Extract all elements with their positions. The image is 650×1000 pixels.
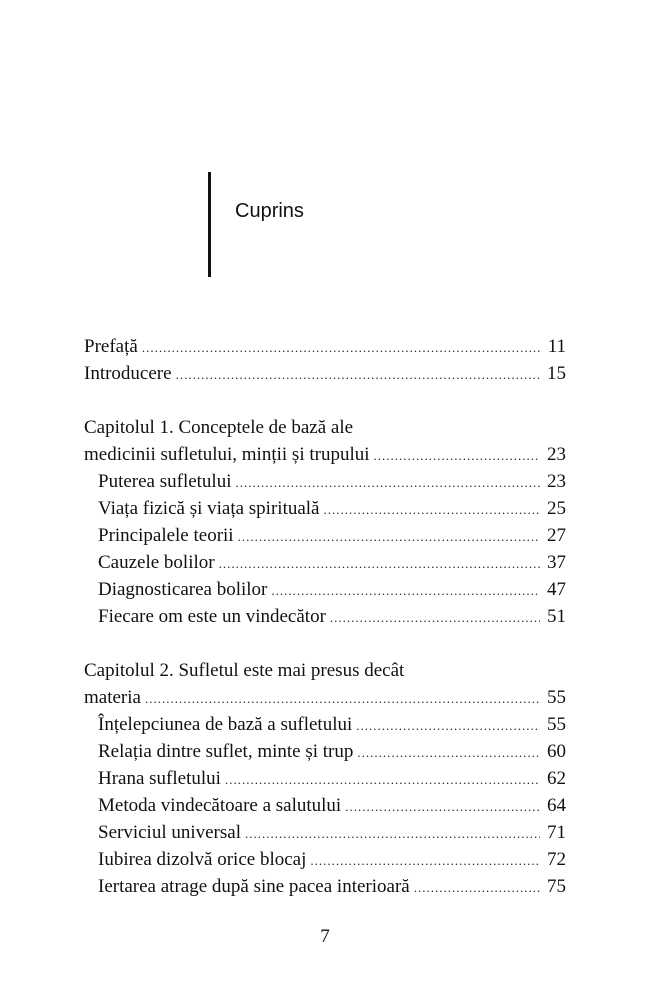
toc-subentry-page: 71	[547, 822, 566, 843]
toc-subentry	[84, 522, 566, 549]
dot-leader	[271, 577, 540, 604]
chapter2-heading-page: 55	[547, 687, 566, 708]
toc-subentry-page: 62	[547, 768, 566, 789]
toc-entry-page: 11	[547, 336, 566, 357]
toc-subentry	[84, 603, 566, 630]
toc-subentry-label: Hrana sufletului	[98, 768, 221, 789]
toc-subentry	[84, 468, 566, 495]
chapter1-heading-line1: Capitolul 1. Conceptele de bază ale	[84, 417, 354, 438]
toc-subentry-page: 60	[547, 741, 566, 762]
toc-subentry-label: Viața fizică și viața spirituală	[98, 498, 320, 519]
toc-subentry-label: Puterea sufletului	[98, 471, 232, 492]
toc-subentry	[84, 873, 566, 900]
page-title: Cuprins	[235, 200, 304, 222]
chapter1-heading-page: 23	[547, 444, 566, 465]
dot-leader	[219, 550, 540, 577]
toc-subentry-page: 23	[547, 471, 566, 492]
dot-leader	[310, 847, 540, 874]
dot-leader	[324, 496, 541, 523]
toc-subentry-page: 75	[547, 876, 566, 897]
toc-subentry-label: Principalele teorii	[98, 525, 234, 546]
toc-subentry-page: 37	[547, 552, 566, 573]
toc-subentry-label: Relația dintre suflet, minte și trup	[98, 741, 354, 762]
dot-leader	[245, 820, 540, 847]
dot-leader	[176, 361, 540, 388]
title-vertical-rule	[208, 172, 211, 277]
toc-subentry-label: Diagnosticarea bolilor	[98, 579, 268, 600]
dot-leader	[345, 793, 540, 820]
toc-subentry-label: Serviciul universal	[98, 822, 241, 843]
toc-subentry-label: Cauzele bolilor	[98, 552, 215, 573]
dot-leader	[225, 766, 540, 793]
toc-subentry-label: Iubirea dizolvă orice blocaj	[98, 849, 307, 870]
dot-leader	[330, 604, 540, 631]
dot-leader	[414, 874, 540, 901]
dot-leader	[238, 523, 540, 550]
toc-subentry	[84, 549, 566, 576]
toc-subentry-label: Înțelepciunea de bază a sufletului	[98, 714, 353, 735]
toc-subentry	[84, 792, 566, 819]
toc-subentry-page: 72	[547, 849, 566, 870]
chapter1-heading-line2: medicinii sufletului, minții și trupului	[84, 444, 370, 465]
chapter2-heading-line1: Capitolul 2. Sufletul este mai presus decât	[84, 660, 405, 681]
toc-entry-label: Introducere	[84, 363, 172, 384]
toc-subentry-label: Metoda vindecătoare a salutului	[98, 795, 342, 816]
chapter2-heading-line2: materia	[84, 687, 141, 708]
toc-subentry	[84, 846, 566, 873]
toc-subentry	[84, 738, 566, 765]
toc-subentry-page: 47	[547, 579, 566, 600]
dot-leader	[236, 469, 541, 496]
title-block	[208, 172, 408, 277]
toc-entry-label: Prefață	[84, 336, 138, 357]
chapter2-heading	[84, 684, 566, 711]
toc-subentry-page: 27	[547, 525, 566, 546]
dot-leader	[142, 334, 540, 361]
dot-leader	[356, 712, 540, 739]
toc-entry-page: 15	[547, 363, 566, 384]
table-of-contents	[84, 333, 566, 900]
dot-leader	[145, 685, 540, 712]
toc-entry-prefata	[84, 333, 566, 360]
toc-subentry-label: Fiecare om este un vindecător	[98, 606, 326, 627]
toc-subentry	[84, 576, 566, 603]
toc-entry-introducere	[84, 360, 566, 387]
toc-subentry-page: 51	[547, 606, 566, 627]
toc-subentry	[84, 495, 566, 522]
toc-subentry-page: 55	[547, 714, 566, 735]
dot-leader	[374, 442, 540, 469]
chapter1-heading	[84, 441, 566, 468]
toc-subentry-label: Iertarea atrage după sine pacea interioară	[98, 876, 410, 897]
toc-subentry-page: 25	[547, 498, 566, 519]
toc-subentry-page: 64	[547, 795, 566, 816]
dot-leader	[357, 739, 540, 766]
toc-subentry	[84, 711, 566, 738]
toc-subentry	[84, 765, 566, 792]
page-number: 7	[320, 926, 330, 947]
toc-subentry	[84, 819, 566, 846]
